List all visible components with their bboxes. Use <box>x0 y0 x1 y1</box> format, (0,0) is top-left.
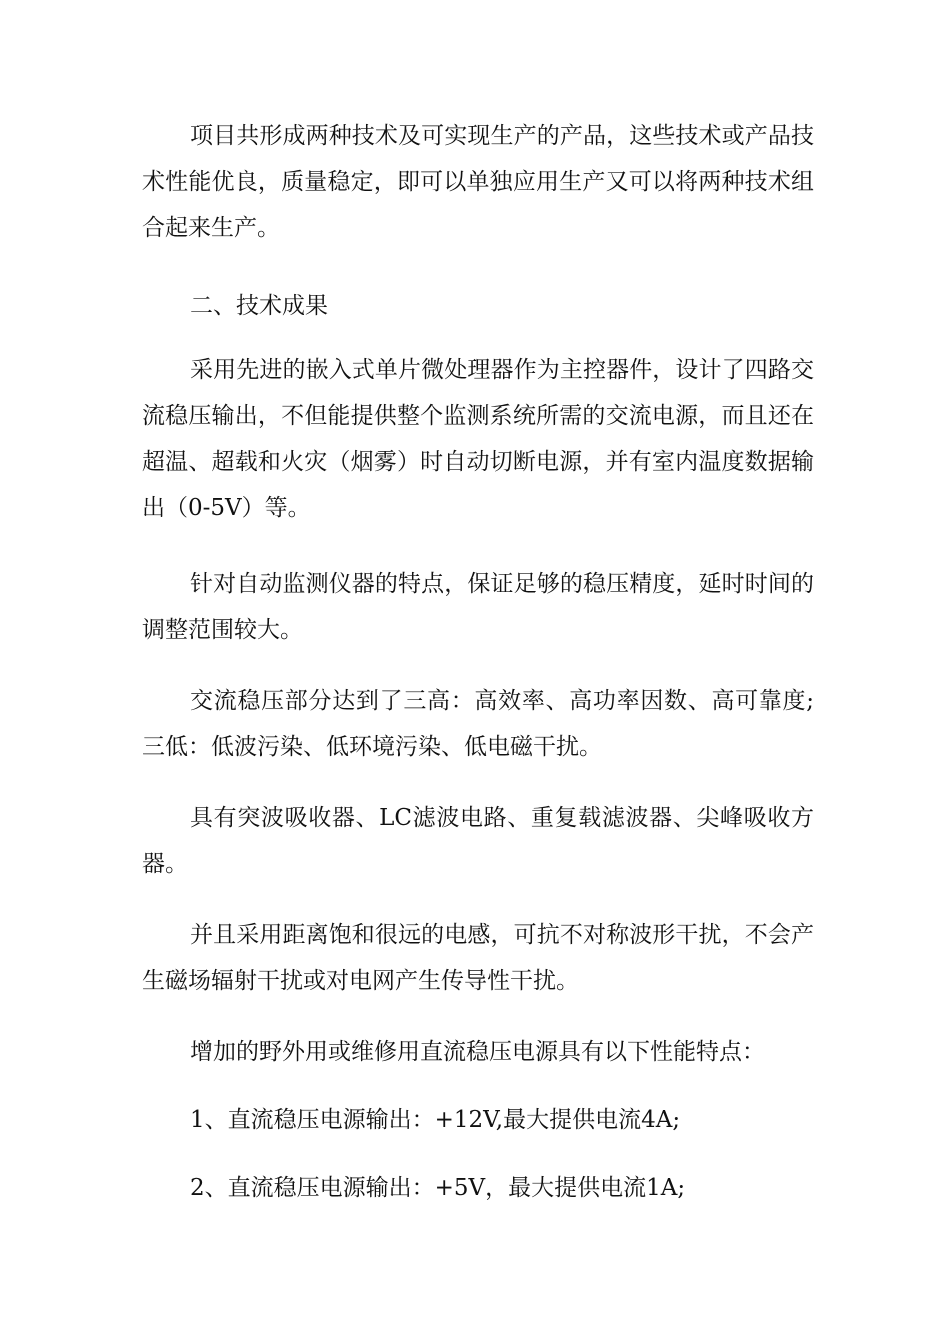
paragraph-inductor: 并且采用距离饱和很远的电感，可抗不对称波形干扰，不会产生磁场辐射干扰或对电网产生传导性干扰。 <box>142 922 814 994</box>
paragraph-filters: 具有突波吸收器、LC滤波电路、重复载滤波器、尖峰吸收方器。 <box>142 805 814 877</box>
paragraph-controller: 采用先进的嵌入式单片微处理器作为主控器件，设计了四路交流稳压输出，不但能提供整个监测系统所需的交流电源，而且还在超温、超载和火灾（烟雾）时自动切断电源，并有室内温度数据输出（0-5V）等。 <box>142 357 814 521</box>
section-heading: 二、技术成果 <box>190 293 328 319</box>
paragraph-three-highs: 交流稳压部分达到了三高：高效率、高功率因数、高可靠度;三低：低波污染、低环境污染、低电磁干扰。 <box>142 688 814 760</box>
paragraph-dc-features: 增加的野外用或维修用直流稳压电源具有以下性能特点： <box>190 1039 765 1065</box>
paragraph-precision: 针对自动监测仪器的特点，保证足够的稳压精度，延时时间的调整范围较大。 <box>142 571 814 643</box>
paragraph-intro: 项目共形成两种技术及可实现生产的产品，这些技术或产品技术性能优良，质量稳定，即可以单独应用生产又可以将两种技术组合起来生产。 <box>142 123 814 241</box>
list-item-5v: 2、直流稳压电源输出：+5V，最大提供电流1A; <box>190 1175 686 1201</box>
list-item-12v: 1、直流稳压电源输出：+12V,最大提供电流4A; <box>190 1107 681 1133</box>
